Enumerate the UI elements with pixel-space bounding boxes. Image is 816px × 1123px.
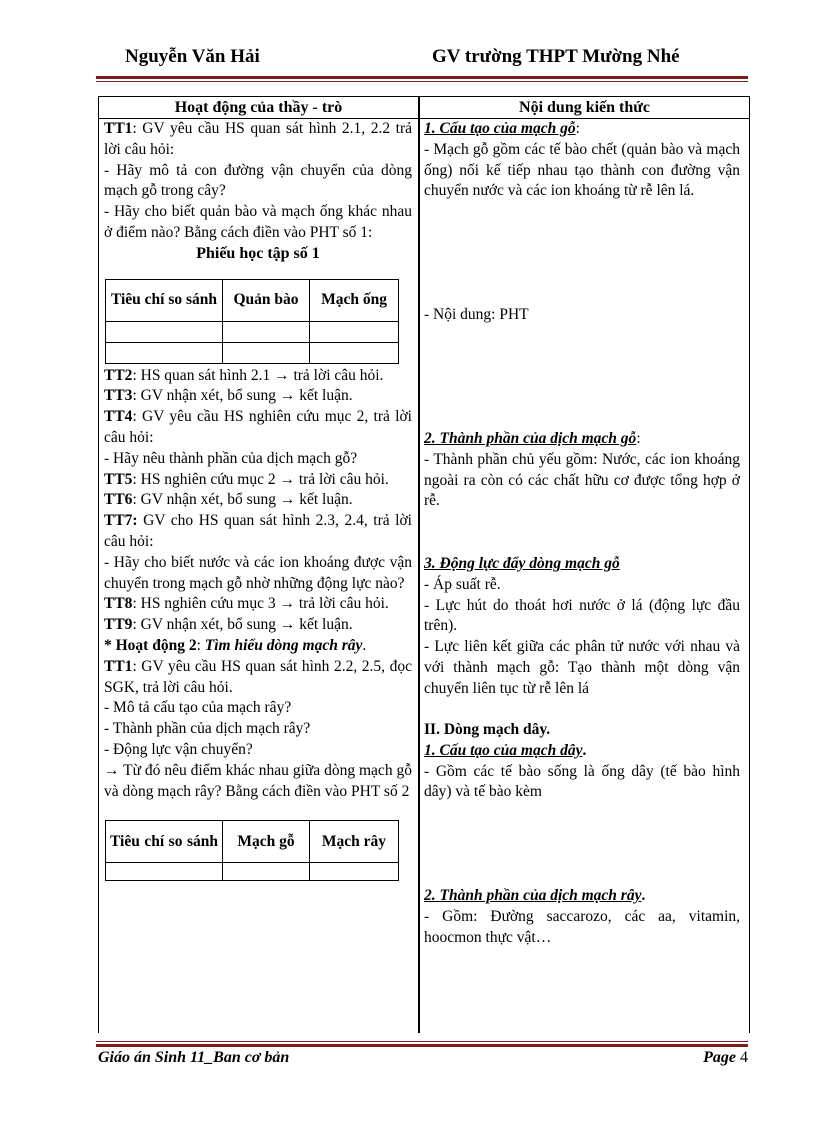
- step-tt7: [104, 511, 412, 553]
- content-section-1: [424, 119, 740, 202]
- content-section-6: [424, 886, 740, 948]
- activity-sep: :: [196, 636, 205, 654]
- section-text: - Thành phần chủ yếu gồm: Nước, các ion khoáng ngoài ra còn có các chất hữu cơ được tổng hợp ở rễ.: [424, 450, 740, 510]
- step-tt5: [104, 470, 412, 491]
- worksheet-1-header-tracheid: Quản bào: [223, 279, 310, 321]
- worksheet-1-title: Phiếu học tập số 1: [196, 244, 320, 262]
- worksheet-1-cell: [310, 342, 399, 363]
- step-text: : HS quan sát hình 2.1 → trả lời câu hỏi.: [132, 366, 384, 384]
- worksheet-1-cell: [106, 321, 223, 342]
- step-tag: TT6: [104, 491, 133, 509]
- step-tt2: [104, 366, 412, 387]
- step-tt3: [104, 386, 412, 407]
- page-number: 4: [740, 1049, 748, 1066]
- header-school: GV trường THPT Mường Nhé: [432, 46, 680, 67]
- question: → Từ đó nêu điểm khác nhau giữa dòng mạch gỗ và dòng mạch rây? Bằng cách điền vào PHT số 2: [104, 761, 412, 800]
- worksheet-1-cell: [223, 342, 310, 363]
- section-text: - Mạch gỗ gồm các tế bào chết (quản bào và mạch ống) nối kế tiếp nhau tạo thành con đường vận chuyển nước và các ion khoáng từ rễ lên lá.: [424, 140, 740, 200]
- content-pht-note: [424, 305, 740, 326]
- footer-page: [703, 1049, 748, 1067]
- section-text: - Lực liên kết giữa các phân tử nước với nhau và với thành mạch gỗ: Tạo thành một dòng vận chuyển liên tục từ rễ lên lá: [424, 638, 740, 697]
- step-tag: TT4: [104, 408, 133, 426]
- worksheet-1-cell: [223, 321, 310, 342]
- activity-dot: .: [362, 636, 367, 654]
- question: - Hãy nêu thành phần của dịch mạch gỗ?: [104, 449, 358, 467]
- step-tt4: [104, 407, 412, 449]
- section-dot: .: [641, 887, 646, 904]
- step-tag: TT1: [104, 120, 133, 137]
- step-tag: TT3: [104, 387, 133, 405]
- question: - Hãy cho biết quản bào và mạch ống khác nhau ở điểm nào? Bằng cách điền vào PHT số 1:: [104, 203, 412, 241]
- question: - Mô tả cấu tạo của mạch rây?: [104, 699, 292, 717]
- activity-label: * Hoạt động 2: [104, 636, 197, 654]
- page-label: Page: [703, 1049, 736, 1066]
- section-title: 3. Động lực đẩy dòng mạch gỗ: [424, 555, 620, 572]
- worksheet-2-cell: [310, 863, 399, 881]
- question: - Hãy mô tả con đường vận chuyển của dòng mạch gỗ trong cây?: [104, 161, 412, 200]
- step-tag: TT5: [104, 470, 133, 488]
- column-divider: [418, 97, 420, 1033]
- section-text: - Gồm các tế bào sống là ống dây (tế bào hình dây) và tế bào kèm: [424, 762, 740, 801]
- worksheet-2-table: [105, 820, 399, 881]
- content-section-3: [424, 554, 740, 700]
- section-text: - Gồm: Đường saccarozo, các aa, vitamin, hoocmon thực vật…: [424, 907, 740, 946]
- activities-column: [104, 119, 412, 881]
- step-tt1-b: [104, 657, 412, 699]
- question: - Thành phần của dịch mạch rây?: [104, 720, 311, 738]
- step-tag: TT7:: [104, 512, 138, 530]
- step-text: : GV yêu cầu HS quan sát hình 2.1, 2.2 trả lời câu hỏi:: [104, 120, 412, 158]
- section-colon: :: [636, 430, 641, 447]
- worksheet-2-cell: [106, 863, 223, 881]
- step-text: : GV nhận xét, bổ sung → kết luận.: [132, 616, 353, 634]
- step-tt9: [104, 615, 412, 636]
- step-text: : GV nhận xét, bổ sung → kết luận.: [132, 387, 353, 405]
- section-heading: [424, 741, 740, 762]
- section-colon: :: [575, 120, 580, 137]
- footer-rule: [96, 1044, 748, 1047]
- section-title: 1. Cấu tạo của mạch dây: [424, 741, 583, 759]
- section-heading: [424, 554, 740, 575]
- section-heading: II. Dòng mạch dây.: [424, 721, 551, 738]
- worksheet-2-header-phloem: Mạch rây: [310, 821, 399, 863]
- worksheet-1-header-vessel: Mạch ống: [310, 279, 399, 321]
- worksheet-1-cell: [106, 342, 223, 363]
- header-author: Nguyễn Văn Hải: [125, 46, 260, 67]
- step-tag: TT9: [104, 616, 133, 634]
- section-title: 2. Thành phần của dịch mạch gỗ: [424, 430, 637, 447]
- section-text: - Lực hút do thoát hơi nước ở lá (động lực đầu trên).: [424, 596, 740, 635]
- step-text: : GV yêu cầu HS quan sát hình 2.2, 2.5, đọc SGK, trả lời câu hỏi.: [104, 657, 412, 696]
- step-tt1: [104, 119, 412, 161]
- step-text: : HS nghiên cứu mục 3 → trả lời câu hỏi.: [132, 595, 389, 613]
- worksheet-2-header-criteria: Tiêu chí so sánh: [106, 821, 223, 863]
- section-text: - Áp suất rễ.: [424, 575, 501, 593]
- worksheet-1-header-criteria: Tiêu chí so sánh: [106, 279, 223, 321]
- step-tag: TT8: [104, 595, 133, 613]
- footer-rule-thin: [96, 1041, 748, 1042]
- worksheet-2-header-xylem: Mạch gỗ: [223, 821, 310, 863]
- activity-title: Tìm hiểu dòng mạch rây: [204, 636, 363, 654]
- section-heading: [424, 119, 740, 140]
- section-heading: [424, 886, 740, 907]
- step-tt6: [104, 490, 412, 511]
- activity-2-heading: [104, 636, 412, 657]
- worksheet-2-cell: [223, 863, 310, 881]
- header-rule-thin: [96, 81, 748, 82]
- section-title: 2. Thành phần của dịch mạch rây: [424, 887, 642, 904]
- step-text: : HS nghiên cứu mục 2 → trả lời câu hỏi.: [132, 470, 389, 488]
- step-text: GV cho HS quan sát hình 2.3, 2.4, trả lời câu hỏi:: [104, 512, 412, 550]
- question: - Động lực vận chuyển?: [104, 740, 253, 758]
- section-text: - Nội dung: PHT: [424, 306, 529, 323]
- header-rule: [96, 76, 748, 79]
- footer-course: Giáo án Sinh 11_Ban cơ bản: [98, 1049, 290, 1066]
- question: - Hãy cho biết nước và các ion khoáng được vận chuyển trong mạch gỗ nhờ những động lực nào?: [104, 553, 412, 592]
- column-header-content: Nội dung kiến thức: [519, 99, 650, 116]
- step-tag: TT2: [104, 366, 133, 384]
- step-text: : GV nhận xét, bổ sung → kết luận.: [132, 491, 353, 509]
- step-tag: TT1: [104, 657, 133, 675]
- step-tt8: [104, 594, 412, 615]
- section-dot: .: [582, 741, 587, 759]
- content-section-2: [424, 429, 740, 512]
- section-title: 1. Cấu tạo của mạch gỗ: [424, 120, 576, 137]
- worksheet-1-table: [105, 279, 399, 364]
- section-heading: [424, 429, 740, 450]
- worksheet-1-cell: [310, 321, 399, 342]
- step-text: : GV yêu cầu HS nghiên cứu mục 2, trả lời câu hỏi:: [104, 408, 412, 446]
- column-header-activities: Hoạt động của thầy - trò: [174, 99, 343, 116]
- content-section-4: [424, 720, 740, 803]
